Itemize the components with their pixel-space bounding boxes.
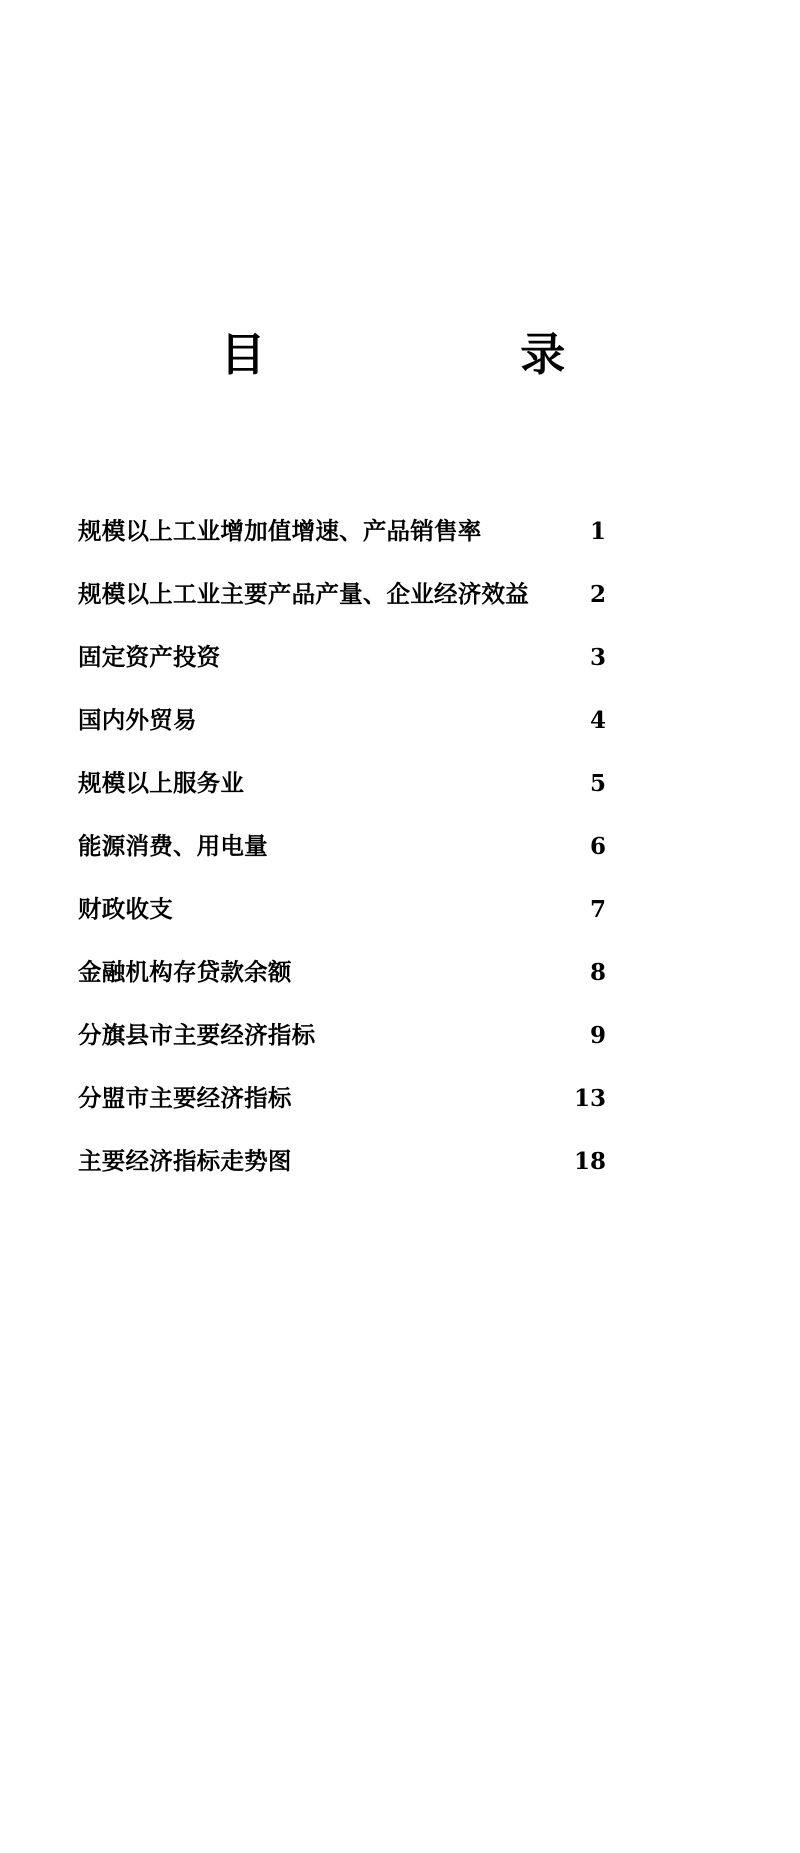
toc-entry[interactable]: [78, 1130, 606, 1193]
toc-entry-label: 规模以上工业主要产品产量、企业经济效益: [78, 580, 529, 608]
toc-entry-page: 9: [589, 1022, 606, 1049]
toc-leader-dots: [232, 642, 566, 666]
toc-entry[interactable]: [78, 1004, 606, 1067]
toc-entry-page: 13: [573, 1085, 606, 1112]
toc-leader-dots: [304, 957, 566, 981]
toc-leader-dots: [274, 831, 566, 855]
toc-entry-page: 18: [573, 1148, 606, 1175]
toc-entry-label: 主要经济指标走势图: [78, 1147, 292, 1175]
toc-entry[interactable]: [78, 815, 606, 878]
toc-entry-label: 规模以上服务业: [78, 769, 245, 797]
toc-entry[interactable]: [78, 941, 606, 1004]
table-of-contents: [78, 500, 728, 1193]
toc-entry-label: 能源消费、用电量: [78, 832, 268, 860]
toc-entry-page: 5: [589, 770, 606, 797]
toc-leader-dots: [185, 894, 566, 918]
toc-entry-page: 4: [589, 707, 606, 734]
toc-entry-label: 财政收支: [78, 895, 173, 923]
toc-entry[interactable]: [78, 626, 606, 689]
toc-leader-dots: [298, 1083, 566, 1107]
toc-entry-label: 国内外贸易: [78, 706, 197, 734]
toc-entry-label: 分盟市主要经济指标: [78, 1084, 292, 1112]
toc-entry-page: 8: [589, 959, 606, 986]
toc-entry[interactable]: [78, 689, 606, 752]
toc-entry-page: 2: [589, 581, 606, 608]
toc-entry[interactable]: [78, 752, 606, 815]
toc-entry[interactable]: [78, 500, 606, 563]
toc-entry[interactable]: [78, 1067, 606, 1130]
toc-leader-dots: [535, 579, 566, 603]
toc-entry-label: 分旗县市主要经济指标: [78, 1021, 316, 1049]
toc-entry-label: 固定资产投资: [78, 643, 221, 671]
toc-leader-dots: [488, 516, 567, 540]
page-title: 目 录: [220, 328, 580, 381]
toc-leader-dots: [256, 768, 566, 792]
toc-entry-label: 规模以上工业增加值增速、产品销售率: [78, 517, 482, 545]
toc-leader-dots: [298, 1146, 566, 1170]
toc-entry[interactable]: [78, 563, 606, 626]
toc-entry-page: 1: [589, 518, 606, 545]
toc-leader-dots: [209, 705, 566, 729]
toc-leader-dots: [327, 1020, 566, 1044]
toc-entry-page: 6: [589, 833, 606, 860]
toc-entry-page: 3: [589, 644, 606, 671]
toc-entry[interactable]: [78, 878, 606, 941]
toc-entry-label: 金融机构存贷款余额: [78, 958, 292, 986]
toc-entry-page: 7: [589, 896, 606, 923]
